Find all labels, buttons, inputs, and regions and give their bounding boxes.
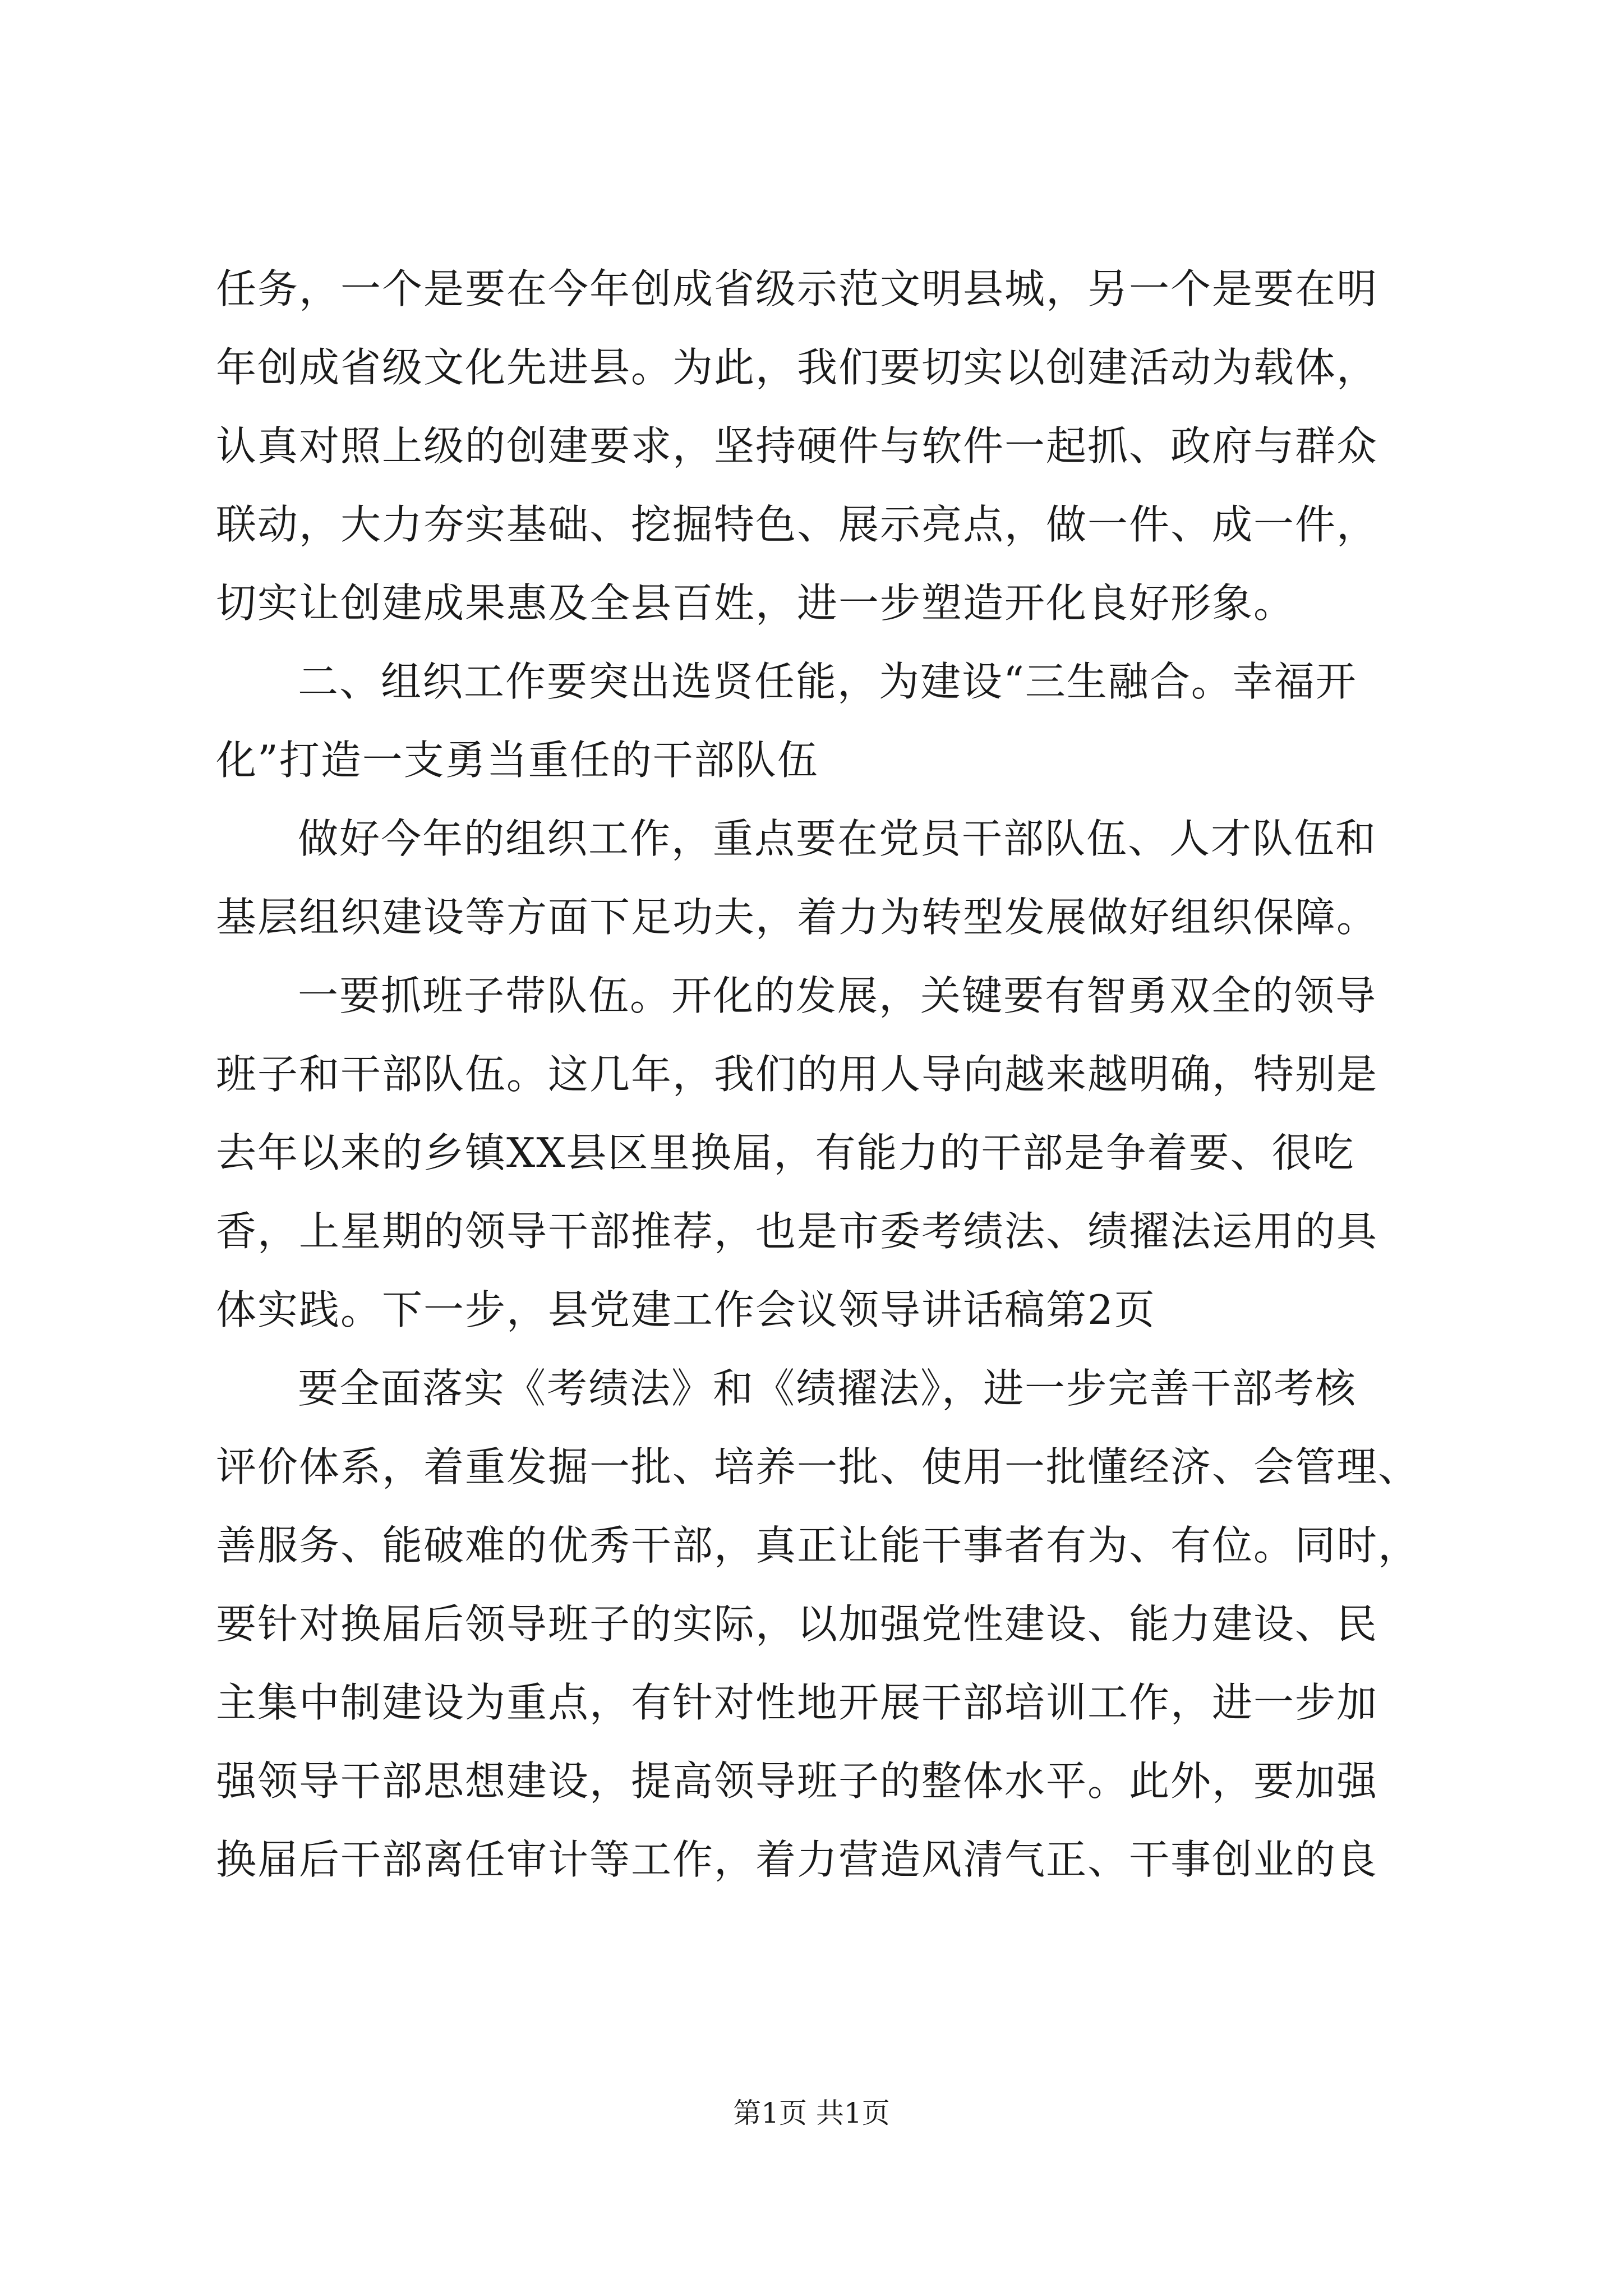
text-line: 任务，一个是要在今年创成省级示范文明县城，另一个是要在明 — [216, 265, 1378, 312]
text-line: 要针对换届后领导班子的实际，以加强党性建设、能力建设、民 — [216, 1600, 1378, 1648]
text-line: 做好今年的组织工作，重点要在党员干部队伍、人才队伍和 — [298, 815, 1377, 862]
text-line: 去年以来的乡镇XX县区里换届，有能力的干部是争着要、很吃 — [216, 1129, 1355, 1176]
text-line: 要全面落实《考绩法》和《绩擢法》，进一步完善干部考核 — [298, 1365, 1357, 1412]
text-line: 换届后干部离任审计等工作，着力营造风清气正、干事创业的良 — [216, 1836, 1378, 1883]
text-line: 体实践。下一步，县党建工作会议领导讲话稿第2页 — [216, 1286, 1156, 1333]
text-line: 切实让创建成果惠及全县百姓，进一步塑造开化良好形象。 — [216, 579, 1295, 627]
text-line: 基层组织建设等方面下足功夫，着力为转型发展做好组织保障。 — [216, 894, 1378, 941]
text-line: 班子和干部队伍。这几年，我们的用人导向越来越明确，特别是 — [216, 1051, 1378, 1098]
text-line: 香，上星期的领导干部推荐，也是市委考绩法、绩擢法运用的具 — [216, 1208, 1378, 1255]
section-heading: 二、组织工作要突出选贤任能，为建设“三生融合。幸福开 — [298, 658, 1357, 705]
text-line: 一要抓班子带队伍。开化的发展，关键要有智勇双全的领导 — [298, 972, 1377, 1019]
text-line: 善服务、能破难的优秀干部，真正让能干事者有为、有位。同时， — [216, 1522, 1420, 1569]
text-line: 认真对照上级的创建要求，坚持硬件与软件一起抓、政府与群众 — [216, 422, 1378, 470]
text-line: 评价体系，着重发掘一批、培养一批、使用一批懂经济、会管理、 — [216, 1443, 1420, 1490]
text-line: 强领导干部思想建设，提高领导班子的整体水平。此外，要加强 — [216, 1757, 1378, 1805]
text-line: 主集中制建设为重点，有针对性地开展干部培训工作，进一步加 — [216, 1679, 1378, 1726]
text-line: 年创成省级文化先进县。为此，我们要切实以创建活动为载体， — [216, 344, 1378, 391]
text-line: 联动，大力夯实基础、挖掘特色、展示亮点，做一件、成一件， — [216, 501, 1378, 548]
page-footer: 第1页 共1页 — [733, 2097, 890, 2129]
section-heading: 化”打造一支勇当重任的干部队伍 — [216, 737, 819, 784]
